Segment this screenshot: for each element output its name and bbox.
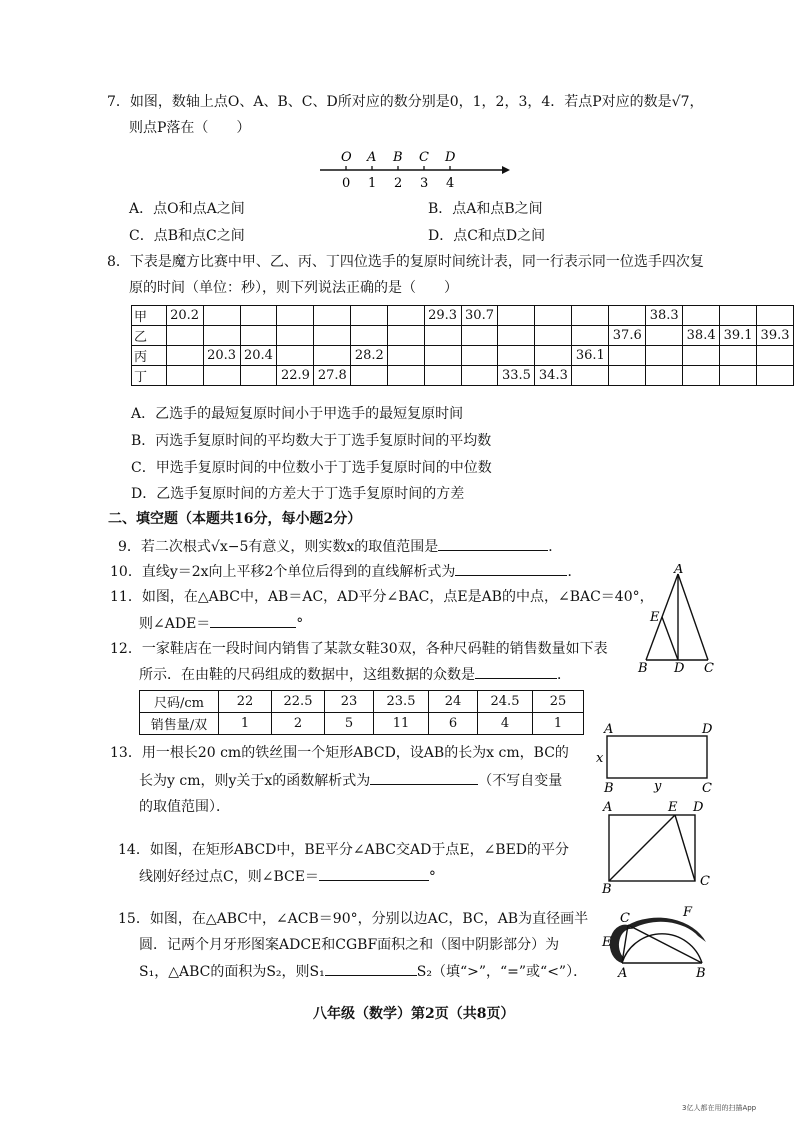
q7-line2: 则点P落在（ ） xyxy=(129,120,251,136)
table-cell xyxy=(683,306,720,326)
axis-number-4: 4 xyxy=(446,176,455,190)
table-cell xyxy=(314,326,351,346)
q13-figure xyxy=(593,720,717,796)
table-cell xyxy=(572,306,609,326)
table-cell xyxy=(314,306,351,326)
row-label: 丁 xyxy=(132,366,167,386)
shaded-lune-top xyxy=(628,918,706,942)
axis-number-2: 2 xyxy=(394,176,403,190)
table-cell xyxy=(203,306,240,326)
table-cell: 5 xyxy=(325,713,374,735)
axis-number-0: 0 xyxy=(342,176,351,190)
q7-option-b: B．点A和点B之间 xyxy=(428,201,543,217)
table-cell: 20.3 xyxy=(203,346,240,366)
q14-line1: 14．如图，在矩形ABCD中，BE平分∠ABC交AD于点E，∠BED的平分 xyxy=(118,842,570,858)
table-cell xyxy=(461,366,498,386)
fig11-label-b: B xyxy=(638,661,648,676)
size-header: 尺码/cm xyxy=(140,691,219,713)
q13-answer-blank[interactable] xyxy=(370,770,478,785)
table-cell: 1 xyxy=(219,713,272,735)
fig11-label-d: D xyxy=(674,661,685,676)
table-row xyxy=(132,326,794,346)
q15-figure xyxy=(598,902,716,980)
axis-point-o: O xyxy=(341,150,352,165)
q15-line2: 圆．记两个月牙形图案ADCE和CGBF面积之和（图中阴影部分）为 xyxy=(139,937,560,953)
table-cell xyxy=(535,306,572,326)
table-cell xyxy=(720,366,757,386)
table-cell: 4 xyxy=(478,713,533,735)
table-cell xyxy=(646,326,683,346)
table-cell: 38.3 xyxy=(646,306,683,326)
table-cell: 24.5 xyxy=(478,691,533,713)
q14-line2 xyxy=(139,866,436,887)
q8-option-d: D．乙选手复原时间的方差大于丁选手复原时间的方差 xyxy=(131,486,465,502)
q7-option-a: A．点O和点A之间 xyxy=(129,201,245,217)
q12-text: 所示．在由鞋的尺码组成的数据中，这组数据的众数是 xyxy=(139,667,475,683)
table-cell: 23.5 xyxy=(374,691,429,713)
q13-text: 长为y cm，则y关于x的函数解析式为 xyxy=(139,773,371,789)
table-cell: 29.3 xyxy=(424,306,461,326)
q10 xyxy=(110,561,581,582)
fig15-label-a: A xyxy=(618,966,628,980)
table-cell xyxy=(203,366,240,386)
table-cell: 20.2 xyxy=(166,306,203,326)
q12-end: ． xyxy=(557,667,571,683)
axis-point-d: D xyxy=(445,150,456,165)
scanner-watermark: 3亿人都在用的扫描App xyxy=(682,1104,757,1112)
table-cell xyxy=(720,346,757,366)
table-cell xyxy=(498,306,535,326)
table-row xyxy=(132,366,794,386)
fig13-label-c: C xyxy=(702,781,712,796)
q7-option-c: C．点B和点C之间 xyxy=(129,228,245,244)
fig14-label-a: A xyxy=(603,800,613,815)
q13-line2 xyxy=(139,770,562,791)
table-cell xyxy=(166,346,203,366)
number-line-figure xyxy=(312,144,512,190)
table-cell xyxy=(498,326,535,346)
axis-number-3: 3 xyxy=(420,176,429,190)
q13-end: （不写自变量 xyxy=(478,773,563,789)
fig13-label-a: A xyxy=(604,722,614,737)
table-cell xyxy=(240,366,277,386)
q13-line1: 13．用一根长20 cm的铁丝围一个矩形ABCD，设AB的长为x cm，BC的 xyxy=(110,745,569,761)
table-cell xyxy=(757,306,794,326)
fig15-label-c: C xyxy=(620,911,630,926)
table-cell: 36.1 xyxy=(572,346,609,366)
table-cell: 6 xyxy=(429,713,478,735)
q10-answer-blank[interactable] xyxy=(455,561,567,576)
table-cell xyxy=(720,306,757,326)
fig11-label-e: E xyxy=(650,610,660,625)
table-row xyxy=(140,691,584,713)
fig15-label-b: B xyxy=(696,966,706,980)
q11-answer-blank[interactable] xyxy=(210,613,296,628)
table-cell: 33.5 xyxy=(498,366,535,386)
table-cell xyxy=(572,366,609,386)
table-cell: 34.3 xyxy=(535,366,572,386)
table-cell: 39.1 xyxy=(720,326,757,346)
table-cell: 22.5 xyxy=(272,691,325,713)
q8-line1: 8．下表是魔方比赛中甲、乙、丙、丁四位选手的复原时间统计表，同一行表示同一位选手四次复 xyxy=(107,254,704,270)
table-cell xyxy=(240,306,277,326)
q14-figure xyxy=(597,796,719,896)
axis-point-a: A xyxy=(367,150,377,165)
q9-text: 9．若二次根式√x−5有意义，则实数x的取值范围是 xyxy=(118,539,439,555)
table-cell: 2 xyxy=(272,713,325,735)
table-cell xyxy=(388,306,424,326)
q15-line1: 15．如图，在△ABC中，∠ACB＝90°，分别以边AC，BC，AB为直径画半 xyxy=(118,911,589,927)
table-cell xyxy=(240,326,277,346)
q11-text: 则∠ADE＝ xyxy=(139,616,211,632)
table-cell xyxy=(609,366,646,386)
q15-line3 xyxy=(139,961,587,982)
q14-text: 线刚好经过点C，则∠BCE＝ xyxy=(139,869,319,885)
q12-line2 xyxy=(139,664,571,685)
q14-end: ° xyxy=(428,869,436,885)
shaded-lune-left xyxy=(610,925,632,963)
table-cell xyxy=(351,326,388,346)
q10-text: 10．直线y＝2x向上平移2个单位后得到的直线解析式为 xyxy=(110,564,456,580)
table-cell: 1 xyxy=(533,713,584,735)
table-cell xyxy=(646,346,683,366)
q15-answer-blank[interactable] xyxy=(325,961,417,976)
fig11-label-c: C xyxy=(704,661,714,676)
table-cell xyxy=(277,306,314,326)
table-cell xyxy=(757,346,794,366)
table-cell xyxy=(572,326,609,346)
q9-end: ． xyxy=(548,539,563,555)
q9 xyxy=(118,536,562,557)
q13-line3: 的取值范围）． xyxy=(139,799,230,815)
page-footer: 八年级（数学）第2页（共8页） xyxy=(313,1006,515,1022)
fig13-label-d: D xyxy=(702,722,713,737)
fig13-label-b: B xyxy=(604,781,614,796)
table-cell xyxy=(683,366,720,386)
table-cell xyxy=(757,366,794,386)
q8-option-b: B．丙选手复原时间的平均数大于丁选手复原时间的平均数 xyxy=(131,433,492,449)
q8-option-a: A．乙选手的最短复原时间小于甲选手的最短复原时间 xyxy=(131,406,464,422)
axis-point-c: C xyxy=(419,150,429,165)
table-cell xyxy=(683,346,720,366)
table-cell xyxy=(166,326,203,346)
q11-end: ° xyxy=(296,616,304,632)
q8-option-c: C．甲选手复原时间的中位数小于丁选手复原时间的中位数 xyxy=(131,460,492,476)
q9-answer-blank[interactable] xyxy=(438,536,548,551)
row-label: 甲 xyxy=(132,306,167,326)
table-cell: 25 xyxy=(533,691,584,713)
table-cell: 22.9 xyxy=(277,366,314,386)
table-cell xyxy=(609,346,646,366)
table-cell xyxy=(351,306,388,326)
q15-text: S₁，△ABC的面积为S₂，则S₁ xyxy=(139,964,325,980)
table-cell xyxy=(609,306,646,326)
fig15-label-e: E xyxy=(602,935,612,950)
table-cell xyxy=(461,346,498,366)
axis-number-1: 1 xyxy=(368,176,377,190)
axis-point-b: B xyxy=(393,150,403,165)
q15-end: S₂（填“>”，“=”或“<”）． xyxy=(416,964,588,980)
table-cell xyxy=(277,346,314,366)
table-row xyxy=(132,346,794,366)
table-cell: 22 xyxy=(219,691,272,713)
q7-line1: 7．如图，数轴上点O、A、B、C、D所对应的数分别是0，1，2，3，4．若点P对应的数是√7， xyxy=(107,94,704,110)
table-cell xyxy=(388,346,424,366)
q8-line2: 原的时间（单位：秒），则下列说法正确的是（ ） xyxy=(129,280,458,296)
table-cell: 20.4 xyxy=(240,346,277,366)
table-cell: 27.8 xyxy=(314,366,351,386)
table-cell xyxy=(203,326,240,346)
fig11-label-a: A xyxy=(674,564,684,577)
table-cell xyxy=(314,346,351,366)
table-cell xyxy=(424,346,461,366)
table-cell xyxy=(461,326,498,346)
q10-end: ． xyxy=(567,564,582,580)
table-cell xyxy=(388,366,424,386)
fig13-label-x: x xyxy=(596,751,604,766)
fig14-label-c: C xyxy=(700,874,710,889)
fig13-label-y: y xyxy=(654,779,662,794)
q11-figure xyxy=(632,564,722,676)
table-cell xyxy=(498,346,535,366)
q7-option-d: D．点C和点D之间 xyxy=(428,228,546,244)
q12-sales-table xyxy=(139,690,584,735)
fig14-label-d: D xyxy=(693,800,704,815)
fig14-label-b: B xyxy=(602,882,612,896)
table-cell xyxy=(424,326,461,346)
table-cell xyxy=(535,346,572,366)
q12-line1: 12．一家鞋店在一段时间内销售了某款女鞋30双，各种尺码鞋的销售数量如下表 xyxy=(110,641,608,657)
table-cell: 24 xyxy=(429,691,478,713)
table-cell: 11 xyxy=(374,713,429,735)
table-cell: 39.3 xyxy=(757,326,794,346)
table-row xyxy=(132,306,794,326)
table-cell xyxy=(166,366,203,386)
table-cell xyxy=(535,326,572,346)
row-label: 乙 xyxy=(132,326,167,346)
table-cell: 38.4 xyxy=(683,326,720,346)
q12-answer-blank[interactable] xyxy=(475,664,557,679)
fig15-label-f: F xyxy=(683,905,693,920)
q8-times-table xyxy=(131,305,794,386)
table-cell xyxy=(646,366,683,386)
q14-answer-blank[interactable] xyxy=(319,866,429,881)
table-row xyxy=(140,713,584,735)
table-cell: 37.6 xyxy=(609,326,646,346)
fig14-label-e: E xyxy=(668,800,678,815)
row-label: 丙 xyxy=(132,346,167,366)
table-cell xyxy=(277,326,314,346)
sales-header: 销售量/双 xyxy=(140,713,219,735)
table-cell: 28.2 xyxy=(351,346,388,366)
table-cell xyxy=(388,326,424,346)
table-cell xyxy=(424,366,461,386)
q11-line1: 11．如图，在△ABC中，AB＝AC，AD平分∠BAC，点E是AB的中点，∠BAC＝40°， xyxy=(110,589,654,605)
table-cell xyxy=(351,366,388,386)
table-cell: 30.7 xyxy=(461,306,498,326)
section-heading: 二、填空题（本题共16分，每小题2分） xyxy=(108,511,362,527)
q11-line2 xyxy=(139,613,303,634)
table-cell: 23 xyxy=(325,691,374,713)
